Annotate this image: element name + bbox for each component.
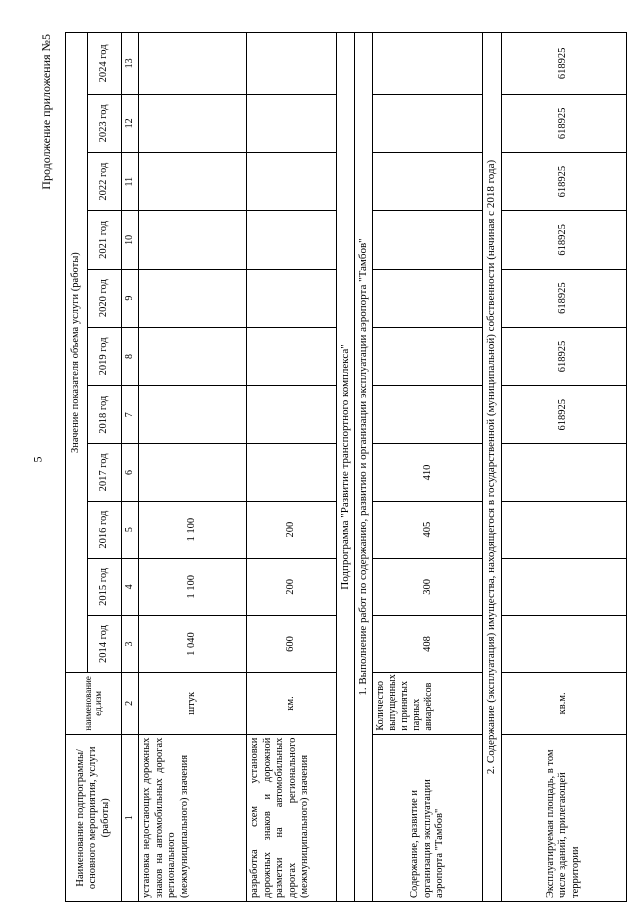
year-header: 2020 год — [88, 269, 122, 327]
year-header: 2023 год — [88, 94, 122, 152]
row-value: 1 100 — [139, 501, 247, 558]
year-header: 2017 год — [88, 444, 122, 501]
row-value — [139, 211, 247, 269]
subprogram-title: Подпрограмма "Развитие транспортного комплекса" — [337, 33, 355, 902]
year-header: 2018 год — [88, 386, 122, 444]
row-value — [139, 153, 247, 211]
row-name: Эксплуатируемая площадь, в том числе зданий, прилегающей территории — [501, 734, 626, 901]
row-value — [501, 615, 626, 672]
column-number: 1 — [122, 734, 139, 901]
column-number: 5 — [122, 501, 139, 558]
row-value: 618925 — [501, 33, 626, 95]
row-value — [373, 211, 483, 269]
year-header: 2022 год — [88, 153, 122, 211]
row-value: 405 — [373, 501, 483, 558]
year-header: 2014 год — [88, 615, 122, 672]
row-value: 618925 — [501, 327, 626, 385]
row-value: 618925 — [501, 211, 626, 269]
year-header: 2024 год — [88, 33, 122, 95]
row-unit: штук — [139, 673, 247, 734]
header-row-1 — [66, 33, 88, 902]
continuation-label: Продолжение приложения №5 — [39, 34, 53, 190]
year-header: 2019 год — [88, 327, 122, 385]
column-number: 6 — [122, 444, 139, 501]
row-value — [373, 327, 483, 385]
row-value — [139, 94, 247, 152]
row-value — [247, 211, 337, 269]
column-number: 2 — [122, 673, 139, 734]
row-value — [247, 33, 337, 95]
column-number: 8 — [122, 327, 139, 385]
year-header: 2016 год — [88, 501, 122, 558]
row-value — [373, 94, 483, 152]
row-value: 618925 — [501, 94, 626, 152]
row-value — [139, 444, 247, 501]
row-value: 1 040 — [139, 615, 247, 672]
section-row — [483, 33, 501, 902]
col-unit-header: наименование ед.изм — [66, 673, 122, 734]
row-value — [247, 386, 337, 444]
row-value: 1 100 — [139, 558, 247, 615]
column-number: 4 — [122, 558, 139, 615]
column-number-row — [122, 33, 139, 902]
row-value: 200 — [247, 501, 337, 558]
row-name: Содержание, развитие и организация эксплуатации аэропорта "Тамбов" — [373, 734, 483, 901]
column-number: 13 — [122, 33, 139, 95]
indicator-header: Значение показателя объема услуги (работы) — [66, 33, 88, 673]
row-value — [139, 33, 247, 95]
row-name: установка недостающих дорожных знаков на автомобильных дорогах регионального (межмуниципального) значения — [139, 734, 247, 901]
row-value: 410 — [373, 444, 483, 501]
row-value — [139, 386, 247, 444]
row-value — [373, 269, 483, 327]
row-value — [373, 386, 483, 444]
column-number: 3 — [122, 615, 139, 672]
table-row — [373, 33, 483, 902]
row-value — [501, 444, 626, 501]
row-value — [247, 444, 337, 501]
column-number: 7 — [122, 386, 139, 444]
row-name: разработка схем установки дорожных знаков и дорожной разметки на автомобильных дорогах регионального (межмуниципального) значения — [247, 734, 337, 901]
table-row — [501, 33, 626, 902]
row-value: 618925 — [501, 153, 626, 211]
page-number: 5 — [30, 456, 45, 463]
row-unit: Количество выпущенных и принятых парных авиарейсов — [373, 673, 483, 734]
row-value — [139, 327, 247, 385]
table-row — [247, 33, 337, 902]
rotated-page — [39, 32, 627, 902]
row-value — [247, 269, 337, 327]
row-value: 618925 — [501, 386, 626, 444]
row-value — [139, 269, 247, 327]
col-name-header: Наименование подпрограммы/ основного мероприятия, услуги (работы) — [66, 734, 122, 901]
row-value: 600 — [247, 615, 337, 672]
row-value: 408 — [373, 615, 483, 672]
column-number: 11 — [122, 153, 139, 211]
section-2-title: 2. Содержание (эксплуатация) имущества, находящегося в государственной (муниципальной) собственности (начиная с 2018 года) — [483, 33, 501, 902]
service-volume-table — [65, 32, 627, 902]
row-value — [373, 153, 483, 211]
section-row — [355, 33, 373, 902]
section-1-title: 1. Выполнение работ по содержанию, развитию и организации эксплуатации аэропорта "Тамбов" — [355, 33, 373, 902]
row-value — [501, 501, 626, 558]
year-header: 2015 год — [88, 558, 122, 615]
row-unit: км. — [247, 673, 337, 734]
row-value: 618925 — [501, 269, 626, 327]
column-number: 10 — [122, 211, 139, 269]
row-value — [501, 558, 626, 615]
row-value: 200 — [247, 558, 337, 615]
row-value — [373, 33, 483, 95]
column-number: 12 — [122, 94, 139, 152]
row-value — [247, 327, 337, 385]
year-header: 2021 год — [88, 211, 122, 269]
column-number: 9 — [122, 269, 139, 327]
row-value — [247, 153, 337, 211]
row-unit: кв.м. — [501, 673, 626, 734]
subprogram-row — [337, 33, 355, 902]
row-value — [247, 94, 337, 152]
row-value: 300 — [373, 558, 483, 615]
table-row — [139, 33, 247, 902]
